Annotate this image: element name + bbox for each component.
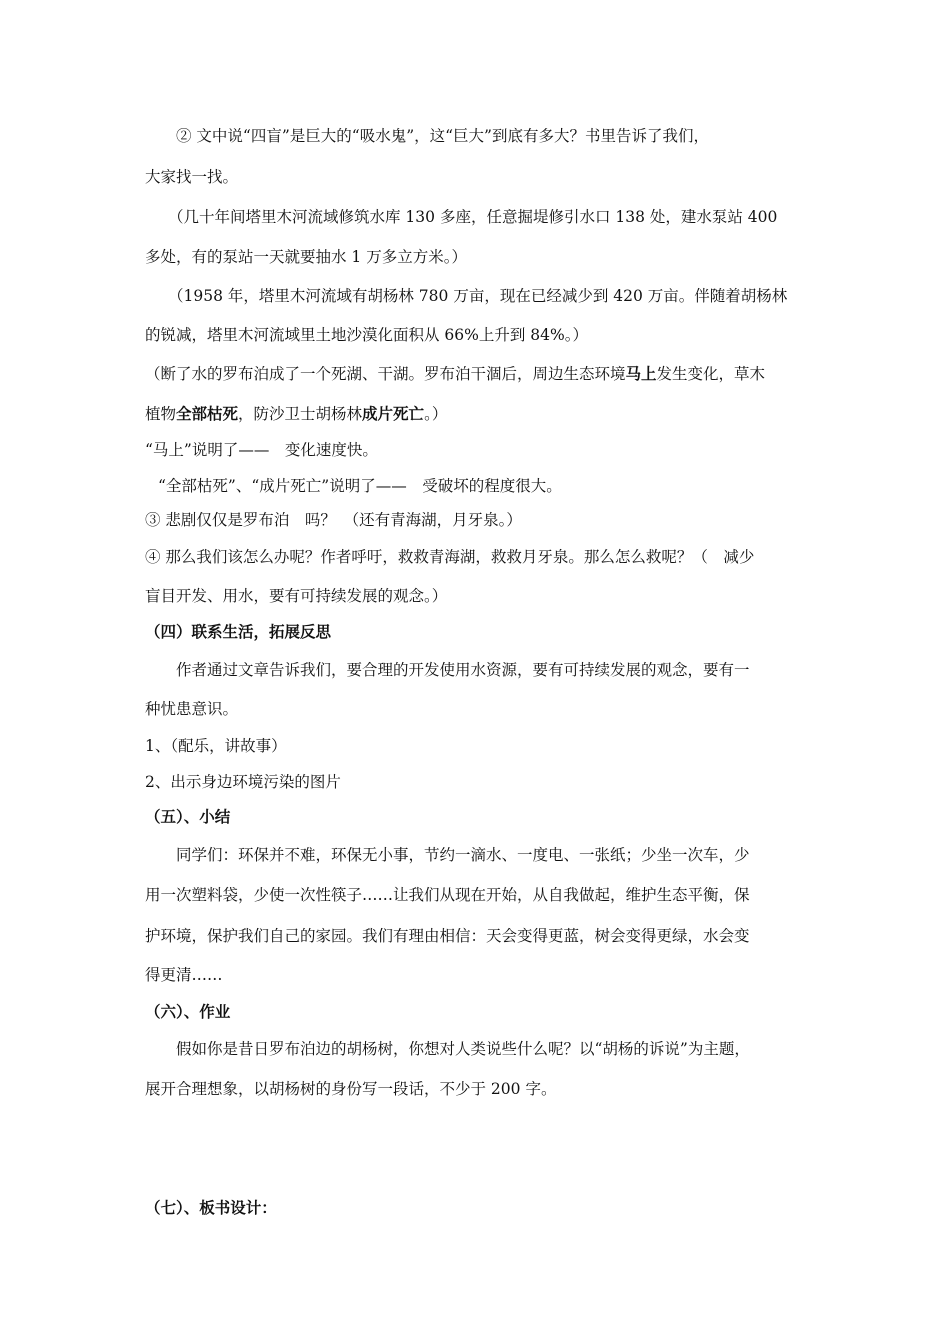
quote-forest-line-2: 的锐减，塔里木河流域里土地沙漠化面积从 66%上升到 84%。） (145, 326, 589, 344)
section-4-heading: （四）联系生活，拓展反思 (145, 622, 332, 641)
question-2-line-1: ② 文中说“四盲”是巨大的“吸水鬼”，这“巨大”到底有多大？书里告诉了我们， (176, 127, 709, 145)
emphasis-immediately: 马上 (625, 364, 657, 383)
section-5-line-3: 护环境，保护我们自己的家园。我们有理由相信：天会变得更蓝，树会变得更绿，水会变 (145, 927, 750, 945)
section-5-line-2: 用一次塑料袋，少使一次性筷子……让我们从现在开始，从自我做起，维护生态平衡，保 (145, 886, 750, 904)
quote-lop-nur-text: 发生变化，草木 (656, 365, 766, 383)
section-7-heading: （七）、板书设计： (145, 1198, 277, 1217)
quote-lop-nur-text: 植物 (145, 405, 177, 423)
emphasis-all-withered: 全部枯死 (176, 404, 239, 423)
question-4-line-2: 盲目开发、用水，要有可持续发展的观念。） (145, 587, 448, 605)
section-4-item-1: 1、（配乐，讲故事） (145, 737, 287, 755)
quote-lop-nur-line-2 (145, 402, 447, 426)
emphasis-mass-death: 成片死亡 (362, 404, 425, 423)
section-5-line-1: 同学们：环保并不难，环保无小事，节约一滴水、一度电、一张纸；少坐一次车，少 (176, 846, 750, 864)
section-4-paragraph-line-2: 种忧患意识。 (145, 700, 239, 718)
section-4-paragraph-line-1: 作者通过文章告诉我们，要合理的开发使用水资源，要有可持续发展的观念，要有一 (176, 661, 750, 679)
quote-lop-nur-line-1 (145, 362, 765, 386)
quote-lop-nur-text: （断了水的罗布泊成了一个死湖、干湖。罗布泊干涸后，周边生态环境 (145, 365, 626, 383)
section-4-item-2: 2、出示身边环境污染的图片 (145, 773, 341, 791)
quote-reservoirs-line-1: （几十年间塔里木河流域修筑水库 130 多座，任意掘堤修引水口 138 处，建水泵站 400 (168, 208, 778, 226)
section-6-line-2: 展开合理想象，以胡杨树的身份写一段话，不少于 200 字。 (145, 1080, 557, 1098)
question-3: ③ 悲剧仅仅是罗布泊 吗？ （还有青海湖，月牙泉。） (145, 511, 522, 529)
section-5-line-4: 得更清…… (145, 966, 223, 984)
section-5-heading: （五）、小结 (145, 807, 231, 826)
question-2-line-2: 大家找一找。 (145, 168, 239, 186)
analysis-immediately: “马上”说明了—— 变化速度快。 (145, 441, 378, 459)
question-4-line-1: ④ 那么我们该怎么办呢？作者呼吁，救救青海湖，救救月牙泉。那么怎么救呢？（ 减少 (145, 548, 755, 566)
quote-lop-nur-text: ，防沙卫士胡杨林 (238, 405, 363, 423)
section-6-line-1: 假如你是昔日罗布泊边的胡杨树，你想对人类说些什么呢？以“胡杨的诉说”为主题， (176, 1040, 750, 1058)
quote-forest-line-1: （1958 年，塔里木河流域有胡杨林 780 万亩，现在已经减少到 420 万亩。伴随着胡杨林 (168, 287, 788, 305)
quote-lop-nur-text: 。） (424, 405, 448, 423)
quote-reservoirs-line-2: 多处，有的泵站一天就要抽水 1 万多立方米。） (145, 248, 467, 266)
section-6-heading: （六）、作业 (145, 1002, 231, 1021)
analysis-damage-degree: “全部枯死”、“成片死亡”说明了—— 受破坏的程度很大。 (158, 477, 562, 495)
